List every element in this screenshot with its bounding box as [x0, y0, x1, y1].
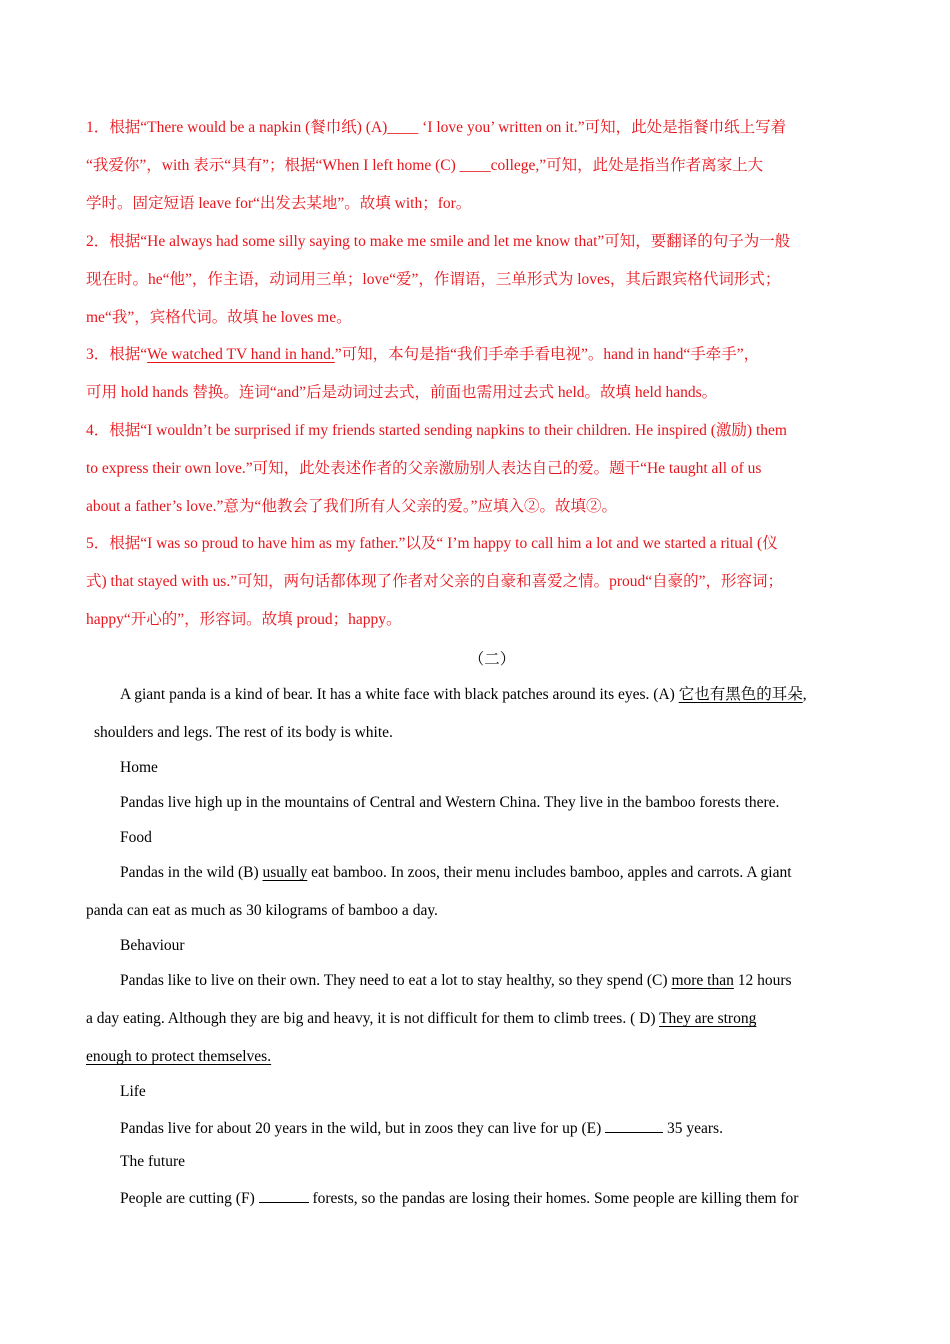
- passage-paragraph-1-line-1: A giant panda is a kind of bear. It has a white face with black patches around its eyes. (A) 它也有黑色的耳朵,: [120, 686, 807, 703]
- passage-behaviour-line-2: a day eating. Although they are big and heavy, it is not difficult for them to climb trees. ( D) They are strong: [86, 1010, 757, 1027]
- answer-4-line-2: to express their own love.”可知，此处表述作者的父亲激励别人表达自己的爱。题干“He taught all of us: [86, 460, 762, 477]
- answer-4-line-3: about a father’s love.”意为“他教会了我们所有人父亲的爱。”应填入②。故填②。: [86, 498, 617, 515]
- answer-underline-c: more than: [671, 972, 734, 989]
- passage-behaviour-line-3: [86, 1046, 271, 1068]
- answer-3-line-1: 3．根据“We watched TV hand in hand.”可知，本句是指“我们手牵手看电视”。hand in hand“手牵手”，: [86, 346, 760, 363]
- answer-5-line-2: 式) that stayed with us.”可知，两句话都体现了作者对父亲的自豪和喜爱之情。proud“自豪的”，形容词；: [86, 573, 784, 590]
- passage-food-line-2: panda can eat as much as 30 kilograms of bamboo a day.: [86, 902, 438, 919]
- passage-behaviour-line-1: Pandas like to live on their own. They need to eat a lot to stay healthy, so they spend (C) more than 12 hours: [120, 972, 792, 989]
- answer-underline-d-cont: enough to protect themselves.: [86, 1048, 272, 1065]
- answer-underline-a: 它也有黑色的耳朵: [678, 686, 803, 703]
- heading-food: Food: [120, 829, 152, 846]
- answer-3-quote: We watched TV hand in hand.: [147, 346, 335, 363]
- answer-underline-d: They are strong: [659, 1010, 757, 1027]
- heading-behaviour: Behaviour: [120, 937, 185, 954]
- answer-2-line-3: me“我”，宾格代词。故填 he loves me。: [86, 309, 352, 326]
- section-title: （二）: [468, 651, 516, 668]
- passage-life: Pandas live for about 20 years in the wild, but in zoos they can live for up (E) 35 years.: [120, 1116, 723, 1140]
- passage-home: Pandas live high up in the mountains of Central and Western China. They live in the bamboo forests there.: [120, 794, 780, 811]
- answer-2-line-2: 现在时。he“他”，作主语，动词用三单；love“爱”，作谓语，三单形式为 loves，其后跟宾格代词形式；: [86, 271, 781, 288]
- heading-future: The future: [120, 1153, 185, 1170]
- blank-f: [259, 1186, 309, 1203]
- answer-1-line-1: 1．根据“There would be a napkin (餐巾纸) (A)____ ‘I love you’ written on it.”可知，此处是指餐巾纸上写着: [86, 119, 787, 136]
- answer-3-line-2: 可用 hold hands 替换。连词“and”后是动词过去式，前面也需用过去式 held。故填 held hands。: [86, 384, 718, 401]
- answer-2-line-1: 2．根据“He always had some silly saying to make me smile and let me know that”可知，要翻译的句子为一般: [86, 233, 791, 250]
- answer-1-line-3: 学时。固定短语 leave for“出发去某地”。故填 with；for。: [86, 195, 472, 212]
- passage-food-line-1: Pandas in the wild (B) usually eat bamboo. In zoos, their menu includes bamboo, apples and carrots. A giant: [120, 864, 792, 881]
- answer-underline-b: usually: [262, 864, 308, 881]
- blank-e: [605, 1116, 663, 1133]
- heading-life: Life: [120, 1083, 146, 1100]
- answer-5-line-3: happy“开心的”，形容词。故填 proud；happy。: [86, 611, 402, 628]
- passage-paragraph-1-line-2: shoulders and legs. The rest of its body is white.: [94, 724, 393, 741]
- answer-5-line-1: 5．根据“I was so proud to have him as my father.”以及“ I’m happy to call him a lot and we started a ritual (仪: [86, 535, 778, 552]
- answer-4-line-1: 4．根据“I wouldn’t be surprised if my friends started sending napkins to their children. He inspired (激励) them: [86, 422, 787, 439]
- answer-1-line-2: “我爱你”，with 表示“具有”；根据“When I left home (C) ____college,”可知，此处是指当作者离家上大: [86, 157, 764, 174]
- passage-future: People are cutting (F) forests, so the pandas are losing their homes. Some people are killing them for: [120, 1186, 798, 1210]
- heading-home: Home: [120, 759, 158, 776]
